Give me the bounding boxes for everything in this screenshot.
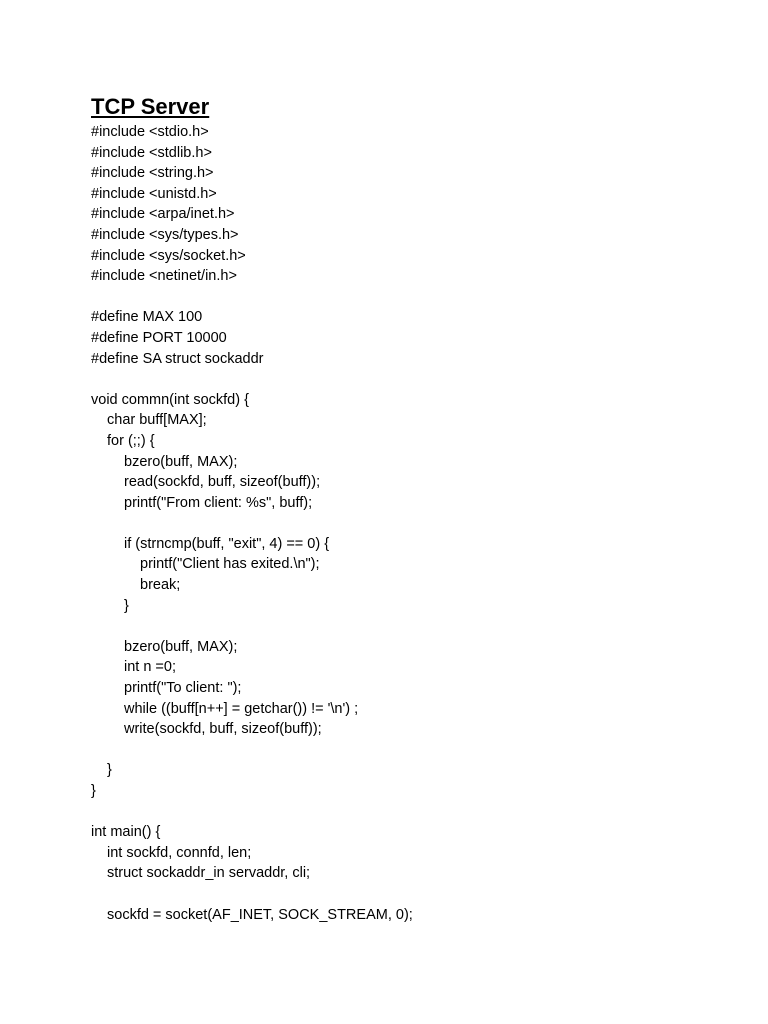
document-title: TCP Server — [91, 94, 210, 119]
code-line: #include <sys/types.h> — [91, 226, 239, 243]
code-line: write(sockfd, buff, sizeof(buff)); — [124, 721, 322, 738]
code-line: printf("From client: %s", buff); — [124, 494, 313, 511]
code-line: int sockfd, connfd, len; — [107, 844, 252, 861]
blank-line — [91, 884, 413, 905]
code-line: read(sockfd, buff, sizeof(buff)); — [124, 474, 321, 491]
blank-line — [91, 369, 413, 390]
code-line: void commn(int sockfd) { — [91, 391, 249, 408]
blank-line — [91, 616, 413, 637]
code-line: printf("Client has exited.\n"); — [140, 556, 320, 573]
code-line: bzero(buff, MAX); — [124, 453, 238, 470]
blank-line — [91, 513, 413, 534]
code-line: #define MAX 100 — [91, 309, 203, 326]
blank-line — [91, 740, 413, 761]
code-line: struct sockaddr_in servaddr, cli; — [107, 865, 311, 882]
code-line: printf("To client: "); — [124, 680, 242, 697]
code-line: #include <netinet/in.h> — [91, 268, 237, 285]
code-line: #include <sys/socket.h> — [91, 247, 246, 264]
code-listing — [91, 122, 413, 925]
code-line: int main() { — [91, 824, 161, 841]
code-line: #include <arpa/inet.h> — [91, 206, 235, 223]
code-line: int n =0; — [124, 659, 176, 676]
blank-line — [91, 802, 413, 823]
code-line: #define SA struct sockaddr — [91, 350, 264, 367]
code-line: char buff[MAX]; — [107, 412, 207, 429]
code-line: } — [107, 762, 112, 779]
code-line: #include <stdlib.h> — [91, 144, 212, 161]
blank-line — [91, 287, 413, 308]
code-line: for (;;) { — [107, 432, 155, 449]
code-line: #include <string.h> — [91, 165, 214, 182]
code-line: break; — [140, 577, 181, 594]
code-line: #define PORT 10000 — [91, 329, 227, 346]
code-line: } — [91, 783, 96, 799]
code-line: bzero(buff, MAX); — [124, 638, 238, 655]
code-line: #include <unistd.h> — [91, 185, 217, 202]
code-line: } — [124, 597, 129, 614]
code-line: sockfd = socket(AF_INET, SOCK_STREAM, 0); — [107, 906, 413, 923]
code-line: #include <stdio.h> — [91, 124, 209, 140]
code-line: while ((buff[n++] = getchar()) != '\n') ; — [124, 700, 359, 717]
code-line: if (strncmp(buff, "exit", 4) == 0) { — [124, 535, 330, 552]
